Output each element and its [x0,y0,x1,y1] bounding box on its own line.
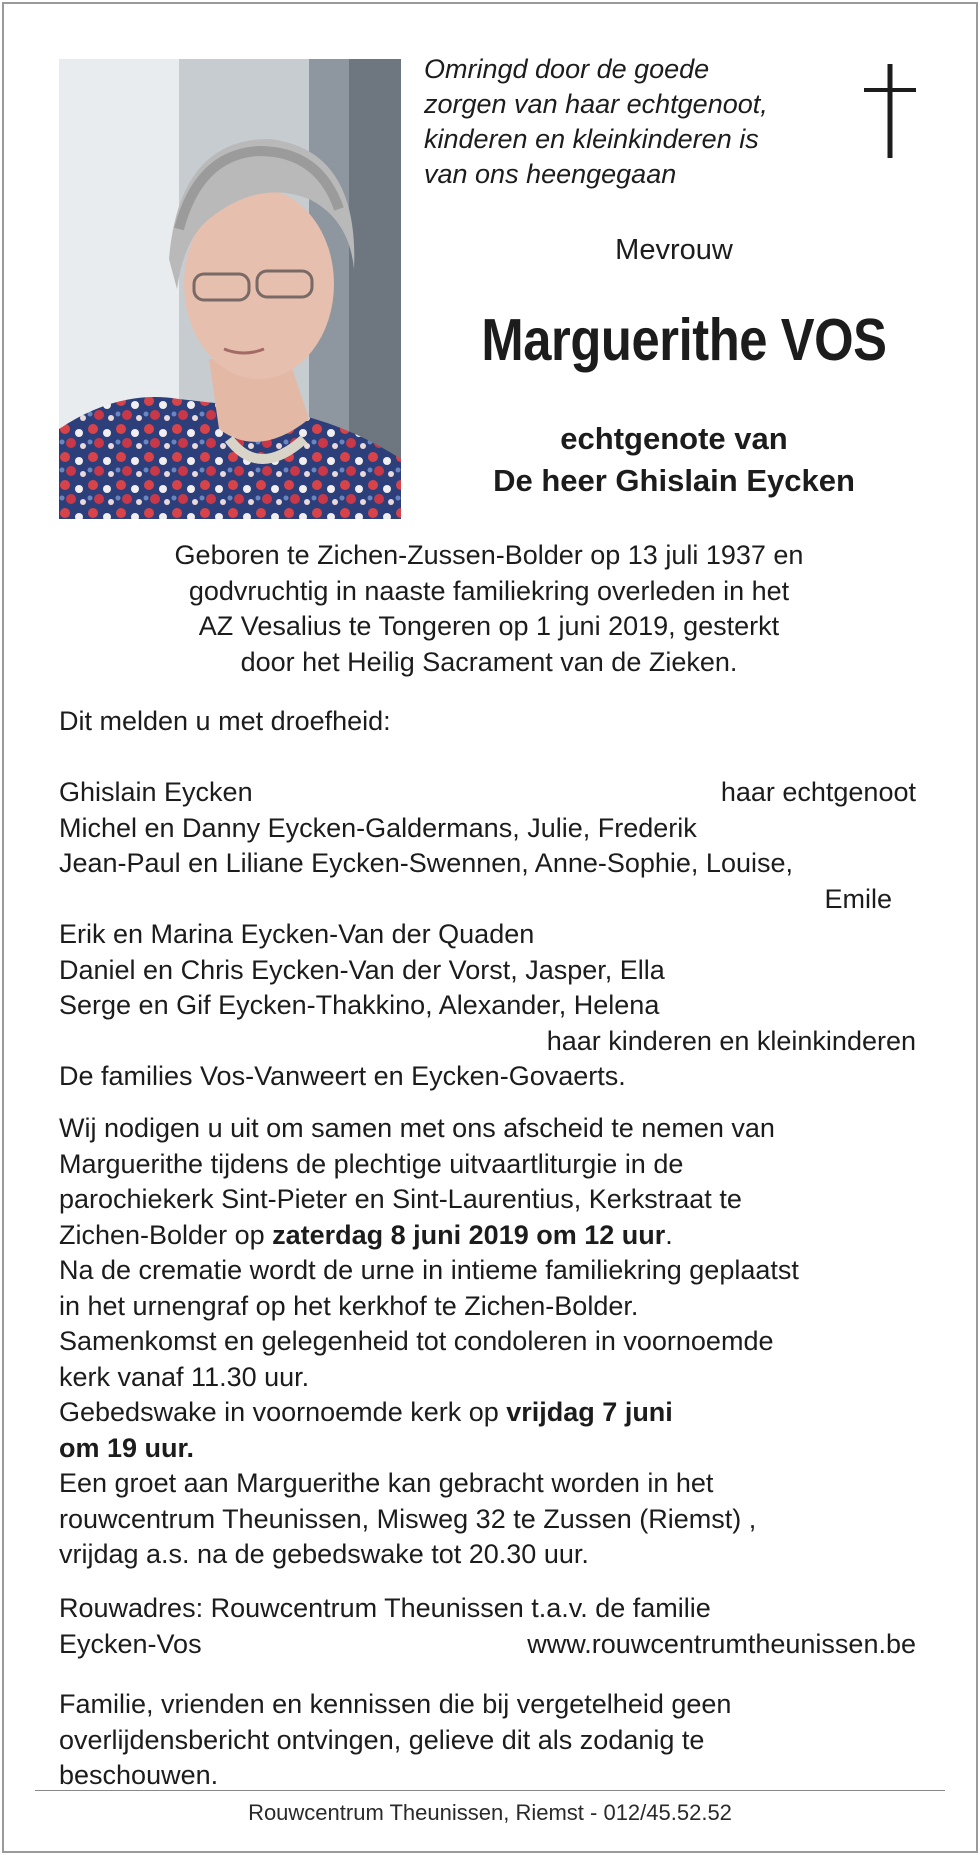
invite-line [59,1395,799,1431]
birth-death-details [59,538,919,680]
address-text: Rouwadres: Rouwcentrum Theunissen t.a.v. de familie [59,1593,711,1623]
announcement [59,704,391,740]
invite-line: in het urnengraf op het kerkhof te Zichen-Bolder. [59,1290,639,1321]
funeral-invitation [59,1111,799,1573]
details-line: godvruchtig in naaste familiekring overleden in het [188,575,790,606]
family-name: De families Vos-Vanweert en Eycken-Govaerts. [59,1061,626,1091]
invite-line: rouwcentrum Theunissen, Misweg 32 te Zussen (Riemst) , [59,1503,757,1534]
family-row [59,1059,916,1095]
footer-text: Rouwcentrum Theunissen, Riemst - 012/45.52.52 [248,1800,732,1825]
family-name: Daniel en Chris Eycken-Van der Vorst, Jasper, Ella [59,954,665,985]
mourning-address [59,1591,916,1662]
intro-line: Omringd door de goede [424,54,710,84]
invite-line: Een groet aan Marguerithe kan gebracht worden in het [59,1468,714,1498]
spouse-line: De heer Ghislain Eycken [493,463,855,498]
family-row [59,988,916,1024]
closing-line: overlijdensbericht ontvingen, gelieve dit als zodanig te [59,1724,705,1755]
details-line: Geboren te Zichen-Zussen-Bolder op 13 juli 1937 en [174,540,804,570]
intro-line: kinderen en kleinkinderen is [424,124,759,154]
invite-text: . [665,1219,673,1250]
details-line: AZ Vesalius te Tongeren op 1 juni 2019, gesterkt [198,611,780,641]
spouse-info [424,418,924,502]
family-row: Emile [824,883,892,914]
footer-divider [35,1790,945,1791]
details-line: door het Heilig Sacrament van de Zieken. [240,646,738,677]
funeral-date: zaterdag 8 juni 2019 om 12 uur [272,1219,666,1250]
website-link[interactable]: www.rouwcentrumtheunissen.be [527,1628,916,1659]
invite-text: Zichen-Bolder op [59,1219,273,1250]
family-role: haar kinderen en kleinkinderen [546,1025,916,1056]
family-name: Michel en Danny Eycken-Galdermans, Julie, Frederik [59,812,697,843]
address-line [59,1591,916,1627]
invite-line: Marguerithe tijdens de plechtige uitvaartliturgie in de [59,1148,684,1179]
cross-icon [862,60,918,160]
invite-line: vrijdag a.s. na de gebedswake tot 20.30 uur. [59,1539,589,1569]
invite-line: kerk vanaf 11.30 uur. [59,1361,310,1392]
spouse-line: echtgenote van [560,421,788,456]
family-name: Jean-Paul en Liliane Eycken-Swennen, Anne-Sophie, Louise, [59,848,793,878]
family-row [59,953,916,989]
intro-line: zorgen van haar echtgenoot, [424,89,768,119]
invite-line [59,1431,799,1467]
wake-date: vrijdag 7 juni [506,1397,673,1427]
invite-line [59,1218,799,1254]
family-name: Serge en Gif Eycken-Thakkino, Alexander, Helena [59,990,660,1020]
intro-line: van ons heengegaan [424,159,677,189]
family-name: Ghislain Eycken [59,777,253,807]
family-row [59,917,916,953]
invite-text: Gebedswake in voornoemde kerk op [59,1397,507,1427]
family-name: Erik en Marina Eycken-Van der Quaden [59,919,535,949]
portrait-photo [59,59,401,519]
salutation: Mevrouw [615,234,733,266]
family-row-spouse [59,775,916,811]
family-role: haar echtgenoot [720,777,916,807]
family-list [59,775,916,1095]
family-row [59,846,916,882]
invite-line: Na de crematie wordt de urne in intieme familiekring geplaatst [59,1255,799,1285]
closing-line: Familie, vrienden en kennissen die bij vergetelheid geen [59,1689,732,1719]
intro-text [424,52,854,192]
invite-line: Wij nodigen u uit om samen met ons afscheid te nemen van [59,1113,775,1143]
closing-note [59,1687,731,1794]
invite-line: Samenkomst en gelegenheid tot condoleren in voornoemde [59,1326,774,1356]
family-row [59,811,916,847]
invite-line: parochiekerk Sint-Pieter en Sint-Laurentius, Kerkstraat te [59,1184,742,1214]
announcement-text: Dit melden u met droefheid: [59,706,391,736]
deceased-name: Marguerithe VOS [481,307,887,373]
wake-time: om 19 uur. [59,1432,195,1463]
address-line [59,1627,916,1663]
address-text: Eycken-Vos [59,1628,202,1659]
closing-line: beschouwen. [59,1760,219,1790]
